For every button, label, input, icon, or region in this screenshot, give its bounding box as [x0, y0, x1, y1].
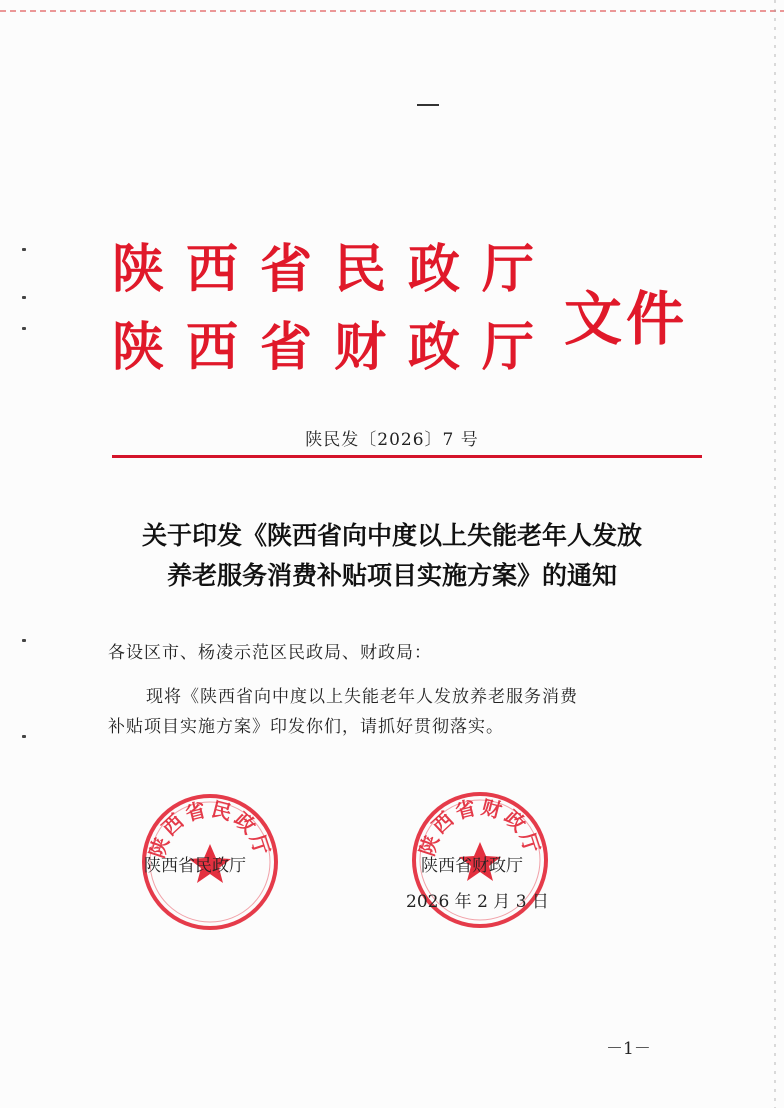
- seal-text: 陕西省民政厅: [144, 796, 276, 861]
- document-label: 文件: [564, 285, 689, 353]
- margin-dot: [22, 327, 26, 330]
- margin-dot: [22, 639, 26, 642]
- margin-dot: [22, 735, 26, 738]
- scan-edge-right: [774, 0, 776, 1108]
- scan-edge-top: [0, 10, 784, 12]
- body-paragraph-line-1: 现将《陕西省向中度以上失能老年人发放养老服务消费: [146, 687, 578, 707]
- page-number: －1－: [606, 1039, 651, 1059]
- issue-date: 2026 年 2 月 3 日: [406, 892, 549, 912]
- signature-civil-affairs: 陕西省民政厅: [144, 856, 246, 876]
- issuer-line-1: 陕西省民政厅: [112, 239, 557, 300]
- top-dash-mark: [417, 104, 439, 106]
- notice-title-line-1: 关于印发《陕西省向中度以上失能老年人发放: [141, 521, 642, 550]
- signature-finance: 陕西省财政厅: [421, 856, 523, 876]
- salutation: 各设区市、杨凌示范区民政局、财政局：: [108, 643, 432, 663]
- document-number: 陕民发〔2026〕7 号: [305, 430, 479, 450]
- issuer-line-2: 陕西省财政厅: [112, 317, 557, 378]
- notice-title-line-2: 养老服务消费补贴项目实施方案》的通知: [166, 561, 617, 590]
- margin-dot: [22, 296, 26, 299]
- red-separator-line: [112, 455, 702, 458]
- body-paragraph-line-2: 补贴项目实施方案》印发你们，请抓好贯彻落实。: [108, 717, 504, 737]
- seal-text: 陕西省财政厅: [414, 794, 546, 859]
- margin-dot: [22, 248, 26, 251]
